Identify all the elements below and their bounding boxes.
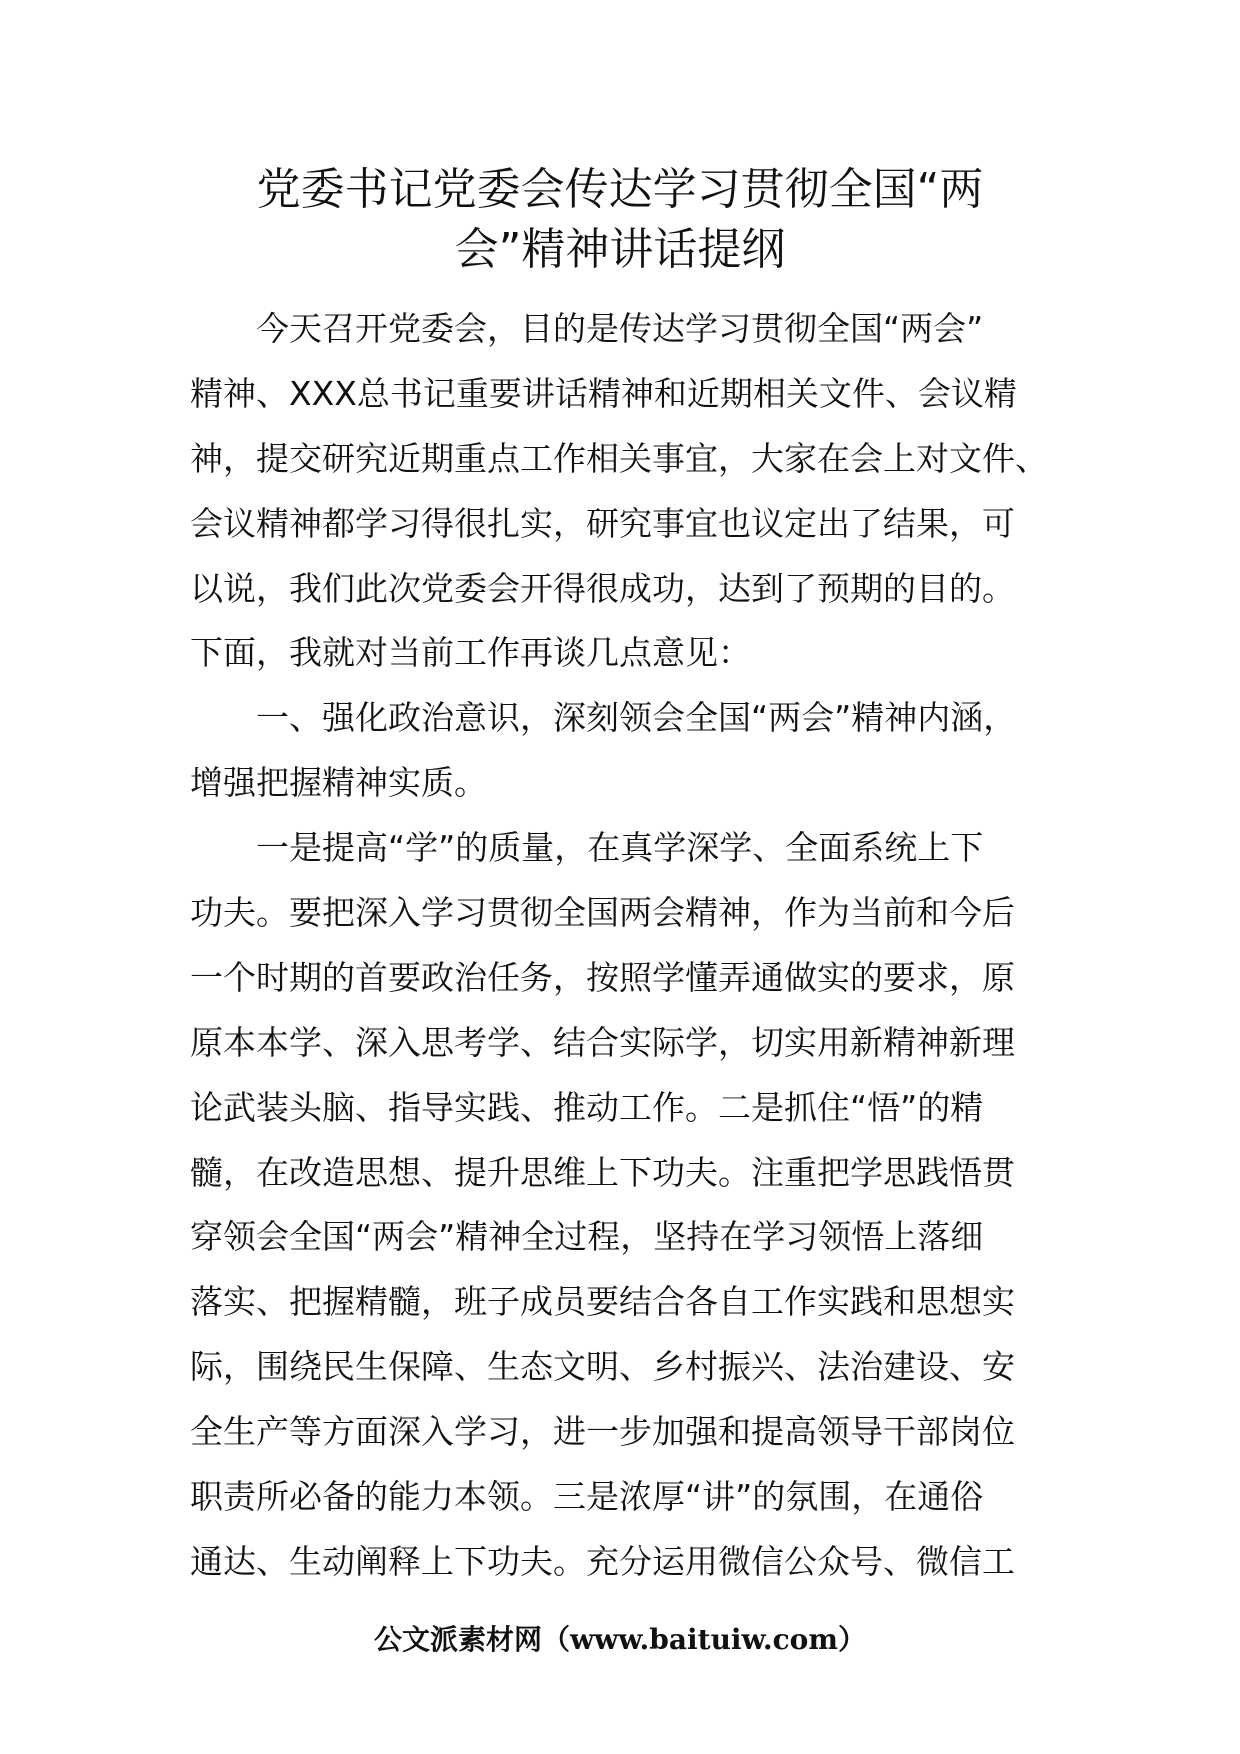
- body-line: 原本本学、深入思考学、结合实际学，切实用新精神新理: [190, 1022, 1015, 1062]
- document-body: [190, 297, 1050, 1595]
- body-line: 以说，我们此次党委会开得很成功，达到了预期的目的。: [190, 568, 1015, 608]
- body-line: 会议精神都学习得很扎实，研究事宜也议定出了结果，可: [190, 503, 1015, 543]
- body-line: 论武装头脑、指导实践、推动工作。二是抓住“悟”的精: [190, 1087, 984, 1127]
- body-line: 落实、把握精髓，班子成员要结合各自工作实践和思想实: [190, 1282, 1015, 1322]
- body-line: 下面，我就对当前工作再谈几点意见：: [190, 633, 751, 673]
- title-line-1: 党委书记党委会传达学习贯彻全国“两: [256, 164, 984, 215]
- title-line-2: 会”精神讲话提纲: [454, 224, 786, 275]
- body-line: 髓，在改造思想、提升思维上下功夫。注重把学思践悟贯: [190, 1152, 1015, 1192]
- body-line: 一是提高“学”的质量，在真学深学、全面系统上下: [256, 828, 984, 868]
- section-heading-line: 一、强化政治意识，深刻领会全国“两会”精神内涵，: [256, 698, 1017, 738]
- section-heading-line: 增强把握精神实质。: [190, 763, 487, 803]
- body-line: 神，提交研究近期重点工作相关事宜，大家在会上对文件、: [190, 438, 1048, 478]
- body-line: 功夫。要把深入学习贯彻全国两会精神，作为当前和今后: [190, 893, 1015, 933]
- document-title: [190, 160, 1050, 280]
- body-line: 全生产等方面深入学习，进一步加强和提高领导干部岗位: [190, 1412, 1015, 1452]
- body-line: 通达、生动阐释上下功夫。充分运用微信公众号、微信工: [190, 1541, 1015, 1581]
- source-watermark-footer: 公文派素材网（www.baituiw.com）: [374, 1623, 866, 1656]
- body-line: 一个时期的首要政治任务，按照学懂弄通做实的要求，原: [190, 957, 1015, 997]
- body-line: 际，围绕民生保障、生态文明、乡村振兴、法治建设、安: [190, 1347, 1015, 1387]
- body-line: 今天召开党委会，目的是传达学习贯彻全国“两会”: [256, 309, 984, 348]
- body-line: 穿领会全国“两会”精神全过程，坚持在学习领悟上落细: [190, 1217, 984, 1257]
- body-line: 精神、XXX总书记重要讲话精神和近期相关文件、会议精: [190, 373, 1017, 413]
- body-line: 职责所必备的能力本领。三是浓厚“讲”的氛围，在通俗: [190, 1477, 984, 1517]
